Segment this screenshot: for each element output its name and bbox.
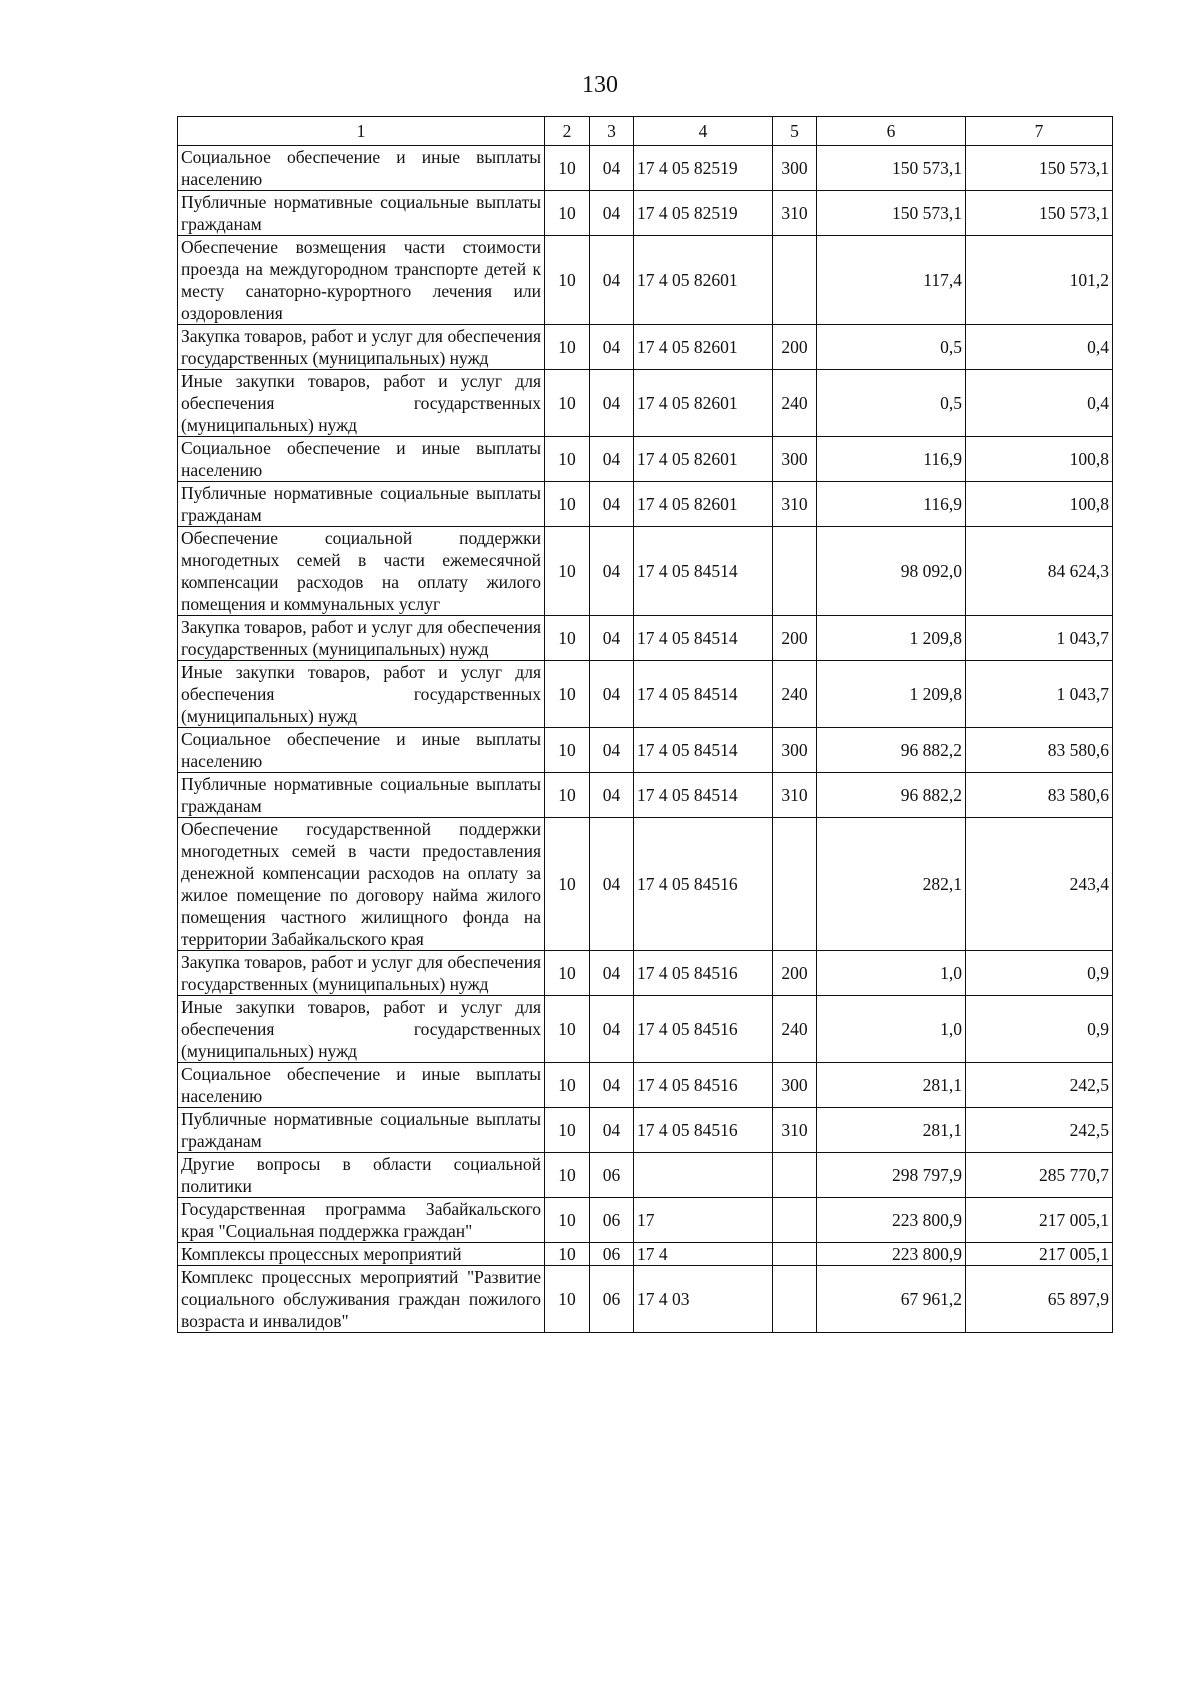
table-row (178, 325, 1113, 370)
subsection-code-cell: 04 (590, 527, 634, 616)
expense-type-cell (773, 1266, 817, 1333)
amount-year1-cell: 1 209,8 (817, 661, 966, 728)
row-name-cell: Публичные нормативные социальные выплаты гражданам (178, 773, 545, 818)
amount-year2-cell: 217 005,1 (966, 1198, 1113, 1243)
amount-year1-cell: 282,1 (817, 818, 966, 951)
amount-year1-cell: 116,9 (817, 482, 966, 527)
expense-type-cell (773, 527, 817, 616)
amount-year2-cell: 100,8 (966, 437, 1113, 482)
amount-year1-cell: 116,9 (817, 437, 966, 482)
subsection-code-cell: 04 (590, 482, 634, 527)
expense-type-cell: 240 (773, 661, 817, 728)
subsection-code-cell: 04 (590, 236, 634, 325)
subsection-code-cell: 04 (590, 728, 634, 773)
amount-year1-cell: 223 800,9 (817, 1243, 966, 1266)
expense-type-cell: 310 (773, 191, 817, 236)
section-code-cell: 10 (545, 1243, 590, 1266)
expense-type-cell: 300 (773, 437, 817, 482)
table-row (178, 191, 1113, 236)
amount-year2-cell: 0,4 (966, 370, 1113, 437)
target-article-cell: 17 4 05 82601 (634, 236, 773, 325)
section-code-cell: 10 (545, 236, 590, 325)
expense-type-cell: 300 (773, 146, 817, 191)
target-article-cell: 17 4 05 82601 (634, 437, 773, 482)
amount-year1-cell: 96 882,2 (817, 773, 966, 818)
page-number: 130 (582, 72, 618, 98)
section-code-cell: 10 (545, 661, 590, 728)
amount-year1-cell: 281,1 (817, 1063, 966, 1108)
table-row (178, 146, 1113, 191)
amount-year1-cell: 67 961,2 (817, 1266, 966, 1333)
amount-year1-cell: 0,5 (817, 325, 966, 370)
table-row (178, 1108, 1113, 1153)
amount-year1-cell: 150 573,1 (817, 191, 966, 236)
row-name-cell: Другие вопросы в области социальной политики (178, 1153, 545, 1198)
amount-year1-cell: 98 092,0 (817, 527, 966, 616)
target-article-cell: 17 4 05 84514 (634, 616, 773, 661)
subsection-code-cell: 04 (590, 370, 634, 437)
table-row (178, 437, 1113, 482)
amount-year2-cell: 217 005,1 (966, 1243, 1113, 1266)
header-cell: 1 (178, 117, 545, 146)
section-code-cell: 10 (545, 191, 590, 236)
header-row (178, 117, 1113, 146)
expense-type-cell (773, 1198, 817, 1243)
subsection-code-cell: 04 (590, 437, 634, 482)
row-name-cell: Публичные нормативные социальные выплаты гражданам (178, 482, 545, 527)
expense-type-cell (773, 818, 817, 951)
amount-year2-cell: 65 897,9 (966, 1266, 1113, 1333)
target-article-cell: 17 4 (634, 1243, 773, 1266)
row-name-cell: Иные закупки товаров, работ и услуг для обеспечения государственных (муниципальных) нужд (178, 996, 545, 1063)
section-code-cell: 10 (545, 951, 590, 996)
subsection-code-cell: 06 (590, 1198, 634, 1243)
amount-year2-cell: 84 624,3 (966, 527, 1113, 616)
amount-year1-cell: 298 797,9 (817, 1153, 966, 1198)
header-cell: 5 (773, 117, 817, 146)
target-article-cell: 17 4 05 82601 (634, 482, 773, 527)
subsection-code-cell: 06 (590, 1266, 634, 1333)
subsection-code-cell: 04 (590, 996, 634, 1063)
row-name-cell: Иные закупки товаров, работ и услуг для обеспечения государственных (муниципальных) нужд (178, 661, 545, 728)
row-name-cell: Социальное обеспечение и иные выплаты населению (178, 437, 545, 482)
amount-year2-cell: 0,9 (966, 996, 1113, 1063)
subsection-code-cell: 06 (590, 1243, 634, 1266)
row-name-cell: Социальное обеспечение и иные выплаты населению (178, 1063, 545, 1108)
expense-type-cell: 240 (773, 370, 817, 437)
row-name-cell: Закупка товаров, работ и услуг для обеспечения государственных (муниципальных) нужд (178, 616, 545, 661)
table-row (178, 773, 1113, 818)
section-code-cell: 10 (545, 1108, 590, 1153)
amount-year2-cell: 83 580,6 (966, 728, 1113, 773)
amount-year2-cell: 83 580,6 (966, 773, 1113, 818)
target-article-cell: 17 4 05 84516 (634, 1063, 773, 1108)
target-article-cell: 17 4 05 82601 (634, 370, 773, 437)
subsection-code-cell: 04 (590, 616, 634, 661)
row-name-cell: Публичные нормативные социальные выплаты гражданам (178, 1108, 545, 1153)
table-row (178, 951, 1113, 996)
section-code-cell: 10 (545, 773, 590, 818)
amount-year2-cell: 285 770,7 (966, 1153, 1113, 1198)
section-code-cell: 10 (545, 370, 590, 437)
row-name-cell: Социальное обеспечение и иные выплаты населению (178, 728, 545, 773)
table-row (178, 1243, 1113, 1266)
subsection-code-cell: 04 (590, 1063, 634, 1108)
section-code-cell: 10 (545, 1153, 590, 1198)
amount-year2-cell: 0,4 (966, 325, 1113, 370)
section-code-cell: 10 (545, 728, 590, 773)
section-code-cell: 10 (545, 1063, 590, 1108)
expense-type-cell (773, 236, 817, 325)
header-cell: 7 (966, 117, 1113, 146)
table-body (178, 146, 1113, 1333)
section-code-cell: 10 (545, 527, 590, 616)
section-code-cell: 10 (545, 616, 590, 661)
row-name-cell: Комплекс процессных мероприятий "Развитие социального обслуживания граждан пожилого возраста и инвалидов" (178, 1266, 545, 1333)
subsection-code-cell: 04 (590, 1108, 634, 1153)
expense-type-cell: 300 (773, 1063, 817, 1108)
subsection-code-cell: 04 (590, 818, 634, 951)
table-row (178, 728, 1113, 773)
section-code-cell: 10 (545, 1198, 590, 1243)
amount-year1-cell: 150 573,1 (817, 146, 966, 191)
table-row (178, 482, 1113, 527)
expense-type-cell: 200 (773, 951, 817, 996)
header-cell: 3 (590, 117, 634, 146)
amount-year1-cell: 281,1 (817, 1108, 966, 1153)
expense-type-cell: 200 (773, 325, 817, 370)
amount-year1-cell: 1,0 (817, 996, 966, 1063)
subsection-code-cell: 04 (590, 191, 634, 236)
row-name-cell: Иные закупки товаров, работ и услуг для обеспечения государственных (муниципальных) нужд (178, 370, 545, 437)
amount-year2-cell: 101,2 (966, 236, 1113, 325)
expense-type-cell: 240 (773, 996, 817, 1063)
section-code-cell: 10 (545, 482, 590, 527)
subsection-code-cell: 04 (590, 661, 634, 728)
section-code-cell: 10 (545, 325, 590, 370)
expense-type-cell: 200 (773, 616, 817, 661)
table-row (178, 1153, 1113, 1198)
amount-year2-cell: 1 043,7 (966, 661, 1113, 728)
subsection-code-cell: 06 (590, 1153, 634, 1198)
target-article-cell: 17 4 05 84516 (634, 996, 773, 1063)
target-article-cell: 17 4 03 (634, 1266, 773, 1333)
budget-table (177, 116, 1113, 1333)
amount-year1-cell: 223 800,9 (817, 1198, 966, 1243)
subsection-code-cell: 04 (590, 325, 634, 370)
target-article-cell: 17 4 05 84516 (634, 1108, 773, 1153)
header-cell: 4 (634, 117, 773, 146)
row-name-cell: Социальное обеспечение и иные выплаты населению (178, 146, 545, 191)
table-row (178, 661, 1113, 728)
table-row (178, 1063, 1113, 1108)
target-article-cell: 17 4 05 84514 (634, 773, 773, 818)
amount-year2-cell: 243,4 (966, 818, 1113, 951)
row-name-cell: Государственная программа Забайкальского края "Социальная поддержка граждан" (178, 1198, 545, 1243)
table-row (178, 1266, 1113, 1333)
header-cell: 6 (817, 117, 966, 146)
row-name-cell: Комплексы процессных мероприятий (178, 1243, 545, 1266)
amount-year1-cell: 0,5 (817, 370, 966, 437)
target-article-cell (634, 1153, 773, 1198)
expense-type-cell: 310 (773, 773, 817, 818)
amount-year2-cell: 1 043,7 (966, 616, 1113, 661)
subsection-code-cell: 04 (590, 146, 634, 191)
row-name-cell: Обеспечение государственной поддержки многодетных семей в части предоставления денежной компенсации расходов на оплату за жилое помещение по договору найма жилого помещения частного жилищного фонда на территории Забайкальского края (178, 818, 545, 951)
row-name-cell: Закупка товаров, работ и услуг для обеспечения государственных (муниципальных) нужд (178, 325, 545, 370)
amount-year1-cell: 1 209,8 (817, 616, 966, 661)
amount-year2-cell: 100,8 (966, 482, 1113, 527)
row-name-cell: Обеспечение социальной поддержки многодетных семей в части ежемесячной компенсации расходов на оплату жилого помещения и коммунальных услуг (178, 527, 545, 616)
amount-year2-cell: 0,9 (966, 951, 1113, 996)
table-row (178, 996, 1113, 1063)
expense-type-cell: 310 (773, 482, 817, 527)
section-code-cell: 10 (545, 437, 590, 482)
row-name-cell: Публичные нормативные социальные выплаты гражданам (178, 191, 545, 236)
table-row (178, 1198, 1113, 1243)
target-article-cell: 17 (634, 1198, 773, 1243)
target-article-cell: 17 4 05 82519 (634, 146, 773, 191)
target-article-cell: 17 4 05 82601 (634, 325, 773, 370)
amount-year2-cell: 150 573,1 (966, 146, 1113, 191)
expense-type-cell: 310 (773, 1108, 817, 1153)
target-article-cell: 17 4 05 84514 (634, 527, 773, 616)
target-article-cell: 17 4 05 84516 (634, 951, 773, 996)
header-cell: 2 (545, 117, 590, 146)
section-code-cell: 10 (545, 818, 590, 951)
table-row (178, 616, 1113, 661)
expense-type-cell: 300 (773, 728, 817, 773)
table-row (178, 527, 1113, 616)
section-code-cell: 10 (545, 146, 590, 191)
target-article-cell: 17 4 05 84514 (634, 728, 773, 773)
table-row (178, 818, 1113, 951)
section-code-cell: 10 (545, 996, 590, 1063)
amount-year2-cell: 242,5 (966, 1108, 1113, 1153)
row-name-cell: Обеспечение возмещения части стоимости проезда на междугородном транспорте детей к месту санаторно-курортного лечения или оздоровления (178, 236, 545, 325)
amount-year2-cell: 242,5 (966, 1063, 1113, 1108)
subsection-code-cell: 04 (590, 951, 634, 996)
amount-year2-cell: 150 573,1 (966, 191, 1113, 236)
target-article-cell: 17 4 05 82519 (634, 191, 773, 236)
section-code-cell: 10 (545, 1266, 590, 1333)
amount-year1-cell: 117,4 (817, 236, 966, 325)
expense-type-cell (773, 1243, 817, 1266)
subsection-code-cell: 04 (590, 773, 634, 818)
amount-year1-cell: 1,0 (817, 951, 966, 996)
target-article-cell: 17 4 05 84516 (634, 818, 773, 951)
table-row (178, 236, 1113, 325)
expense-type-cell (773, 1153, 817, 1198)
row-name-cell: Закупка товаров, работ и услуг для обеспечения государственных (муниципальных) нужд (178, 951, 545, 996)
amount-year1-cell: 96 882,2 (817, 728, 966, 773)
target-article-cell: 17 4 05 84514 (634, 661, 773, 728)
table-row (178, 370, 1113, 437)
